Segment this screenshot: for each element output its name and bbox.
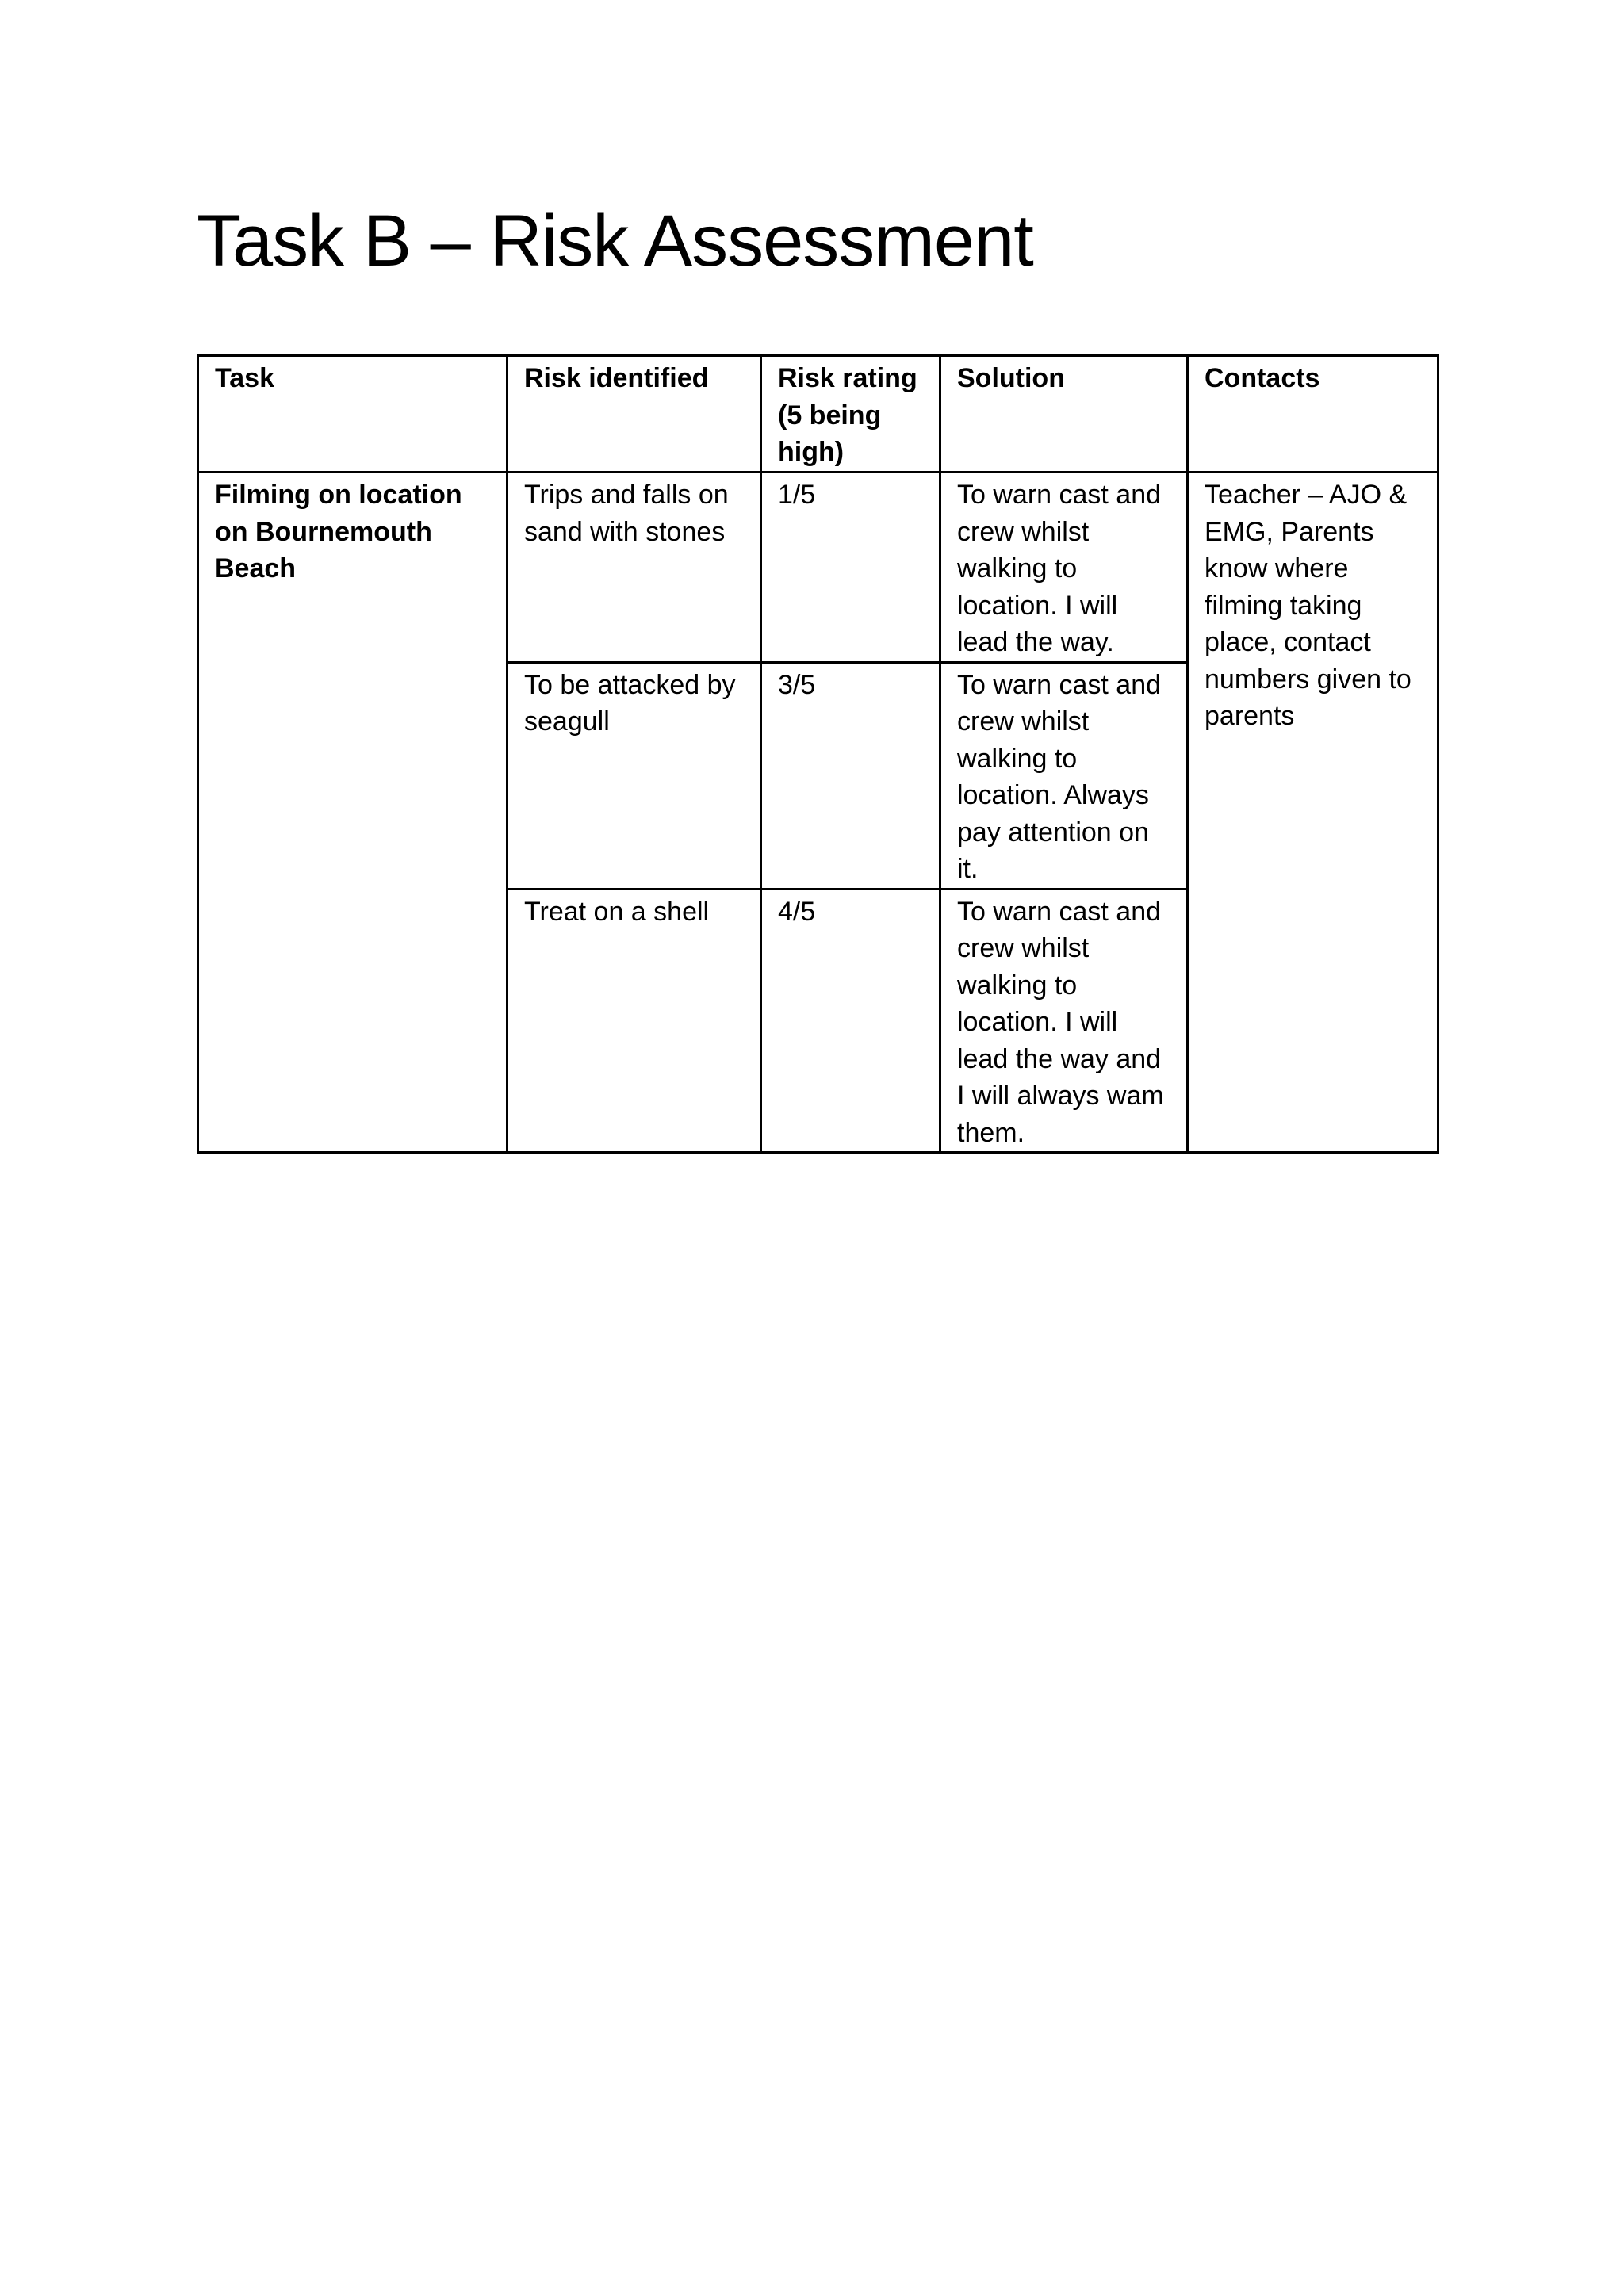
risk-cell: Trips and falls on sand with stones <box>508 473 761 663</box>
table-header-row <box>198 356 1438 473</box>
page-title: Task B – Risk Assessment <box>197 201 1033 281</box>
risk-cell: To be attacked by seagull <box>508 662 761 889</box>
header-task: Task <box>198 356 508 473</box>
solution-cell: To warn cast and crew whilst walking to location. I will lead the way. <box>940 473 1188 663</box>
rating-cell: 4/5 <box>761 889 940 1153</box>
solution-cell: To warn cast and crew whilst walking to location. Always pay attention on it. <box>940 662 1188 889</box>
rating-cell: 3/5 <box>761 662 940 889</box>
contacts-cell: Teacher – AJO & EMG, Parents know where filming taking place, contact numbers given to parents <box>1188 473 1438 1153</box>
table-row <box>198 473 1438 663</box>
rating-cell: 1/5 <box>761 473 940 663</box>
solution-cell: To warn cast and crew whilst walking to location. I will lead the way and I will always wam them. <box>940 889 1188 1153</box>
risk-assessment-table <box>197 354 1439 1154</box>
header-solution: Solution <box>940 356 1188 473</box>
task-cell: Filming on location on Bournemouth Beach <box>198 473 508 1153</box>
header-contacts: Contacts <box>1188 356 1438 473</box>
header-risk-identified: Risk identified <box>508 356 761 473</box>
header-risk-rating: Risk rating (5 being high) <box>761 356 940 473</box>
risk-cell: Treat on a shell <box>508 889 761 1153</box>
